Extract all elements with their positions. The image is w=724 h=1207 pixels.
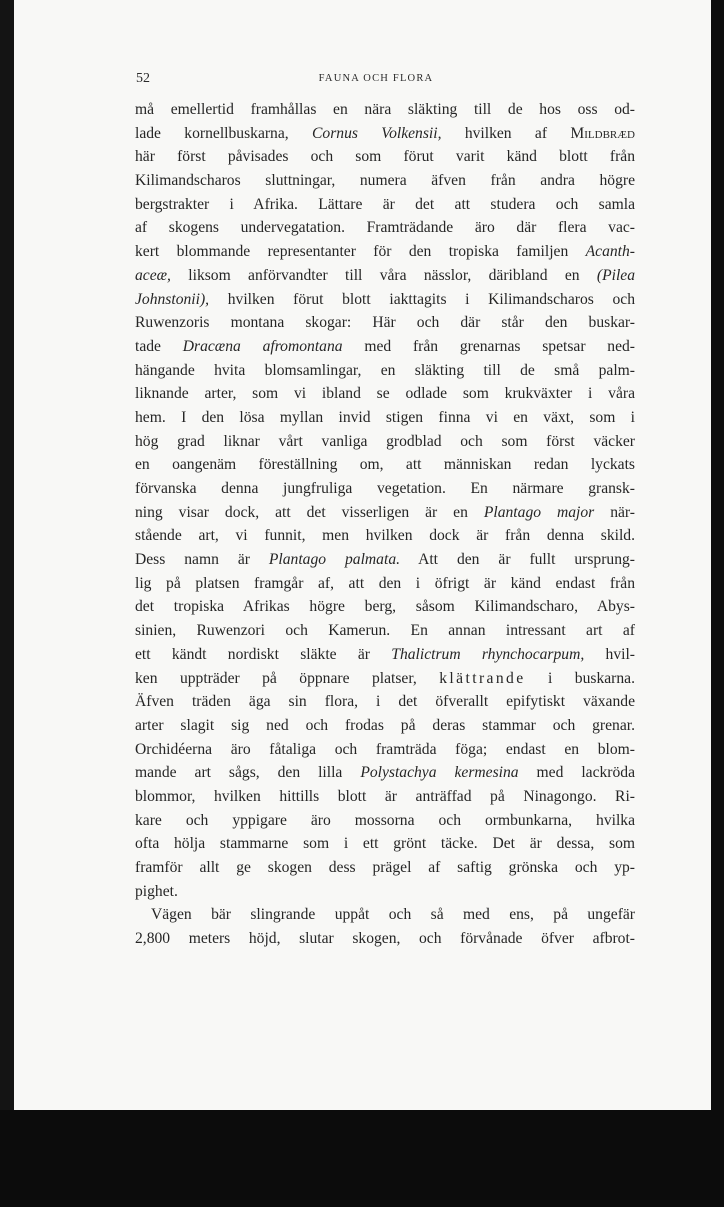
text-segment: hängande hvita blomsamlingar, en släkting till de små palm-	[135, 361, 635, 379]
italic-taxon-name: Cornus Volkensii,	[312, 124, 442, 142]
small-caps-author: Mildbræd	[570, 124, 635, 142]
scan-edge-bottom	[0, 1110, 724, 1207]
italic-taxon-name: Thalictrum rhynchocarpum,	[391, 645, 585, 663]
text-line	[135, 477, 635, 501]
text-line	[135, 761, 635, 785]
text-segment: i buskarna.	[525, 669, 635, 687]
text-line	[135, 453, 635, 477]
text-line	[135, 690, 635, 714]
running-head: FAUNA OCH FLORA	[318, 73, 434, 84]
text-segment: här först påvisades och som förut varit känd blott från	[135, 148, 635, 166]
text-segment: ning visar dock, att det visserligen är en	[135, 503, 484, 521]
text-segment: ett kändt nordiskt släkte är	[135, 645, 392, 663]
spaced-emphasis: klättrande	[439, 669, 526, 687]
scan-edge-right	[711, 0, 724, 1207]
italic-taxon-name: Acanth-	[585, 243, 635, 261]
text-line	[135, 335, 635, 359]
text-segment: Ruwenzoris montana skogar: Här och där står den buskar-	[135, 314, 635, 332]
italic-taxon-name: Plantago major	[483, 503, 595, 521]
italic-taxon-name: Polystachya kermesina	[360, 764, 519, 782]
text-segment: 2,800 meters höjd, slutar skogen, och förvånade öfver afbrot-	[135, 930, 635, 948]
body-text	[135, 98, 635, 951]
text-segment: förvanska denna jungfruliga vegetation. En närmare gransk-	[135, 480, 635, 497]
italic-taxon-name: (Pilea	[596, 266, 635, 284]
text-segment: Orchidéerna äro fåtaliga och framträda föga; endast en blom-	[135, 740, 635, 758]
text-segment: pighet.	[135, 882, 178, 900]
text-segment: en oangenäm föreställning om, att människan redan lyckats	[135, 456, 635, 474]
text-segment: må emellertid framhållas en nära släkting till de hos oss od-	[135, 101, 635, 118]
text-line	[135, 809, 635, 833]
text-line	[135, 288, 635, 312]
text-segment: liknande arter, som vi ibland se odlade som krukväxter i våra	[135, 385, 635, 403]
text-line	[135, 311, 635, 335]
text-segment: hem. I den lösa myllan invid stigen finna vi en växt, som i	[135, 408, 635, 426]
page-number: 52	[136, 71, 150, 86]
text-line	[135, 714, 635, 738]
text-line	[135, 501, 635, 525]
text-segment: stående art, vi funnit, men hvilken dock är från denna skild.	[135, 527, 635, 545]
text-line	[135, 264, 635, 288]
text-line	[135, 927, 635, 951]
text-line	[135, 382, 635, 406]
text-line	[135, 193, 635, 217]
text-line	[135, 169, 635, 193]
text-segment: af skogens undervegatation. Framträdande äro där flera vac-	[135, 219, 635, 237]
text-line	[135, 572, 635, 596]
text-segment: bergstrakter i Afrika. Lättare är det att studera och samla	[135, 195, 635, 213]
text-line	[135, 903, 635, 927]
text-line	[135, 406, 635, 430]
text-segment: lig på platsen framgår af, att den i öfrigt är känd endast från	[135, 574, 635, 592]
text-line	[135, 122, 635, 146]
text-segment: sinien, Ruwenzori och Kamerun. En annan intressant art af	[135, 622, 635, 640]
text-segment: när-	[594, 503, 635, 521]
text-line	[135, 880, 635, 904]
text-line	[135, 548, 635, 572]
text-segment: arter slagit sig ned och frodas på deras stammar och grenar.	[135, 716, 635, 734]
text-line	[135, 240, 635, 264]
text-segment: hvil-	[584, 645, 635, 663]
text-line	[135, 643, 635, 667]
text-segment: framför allt ge skogen dess prägel af saftig grönska och yp-	[135, 859, 635, 876]
text-line	[135, 738, 635, 762]
text-line	[135, 595, 635, 619]
text-segment: med lackröda	[518, 764, 636, 782]
italic-taxon-name: Plantago palmata.	[268, 551, 401, 569]
text-segment: tade	[135, 337, 183, 355]
text-segment: hvilken förut blott iakttagits i Kilimandscharos och	[209, 290, 635, 308]
text-segment: Vägen bär slingrande uppåt och så med ens, på ungefär	[151, 906, 635, 924]
text-segment: hvilken af	[441, 124, 571, 142]
text-segment: hög grad liknar vårt vanliga grodblad och som först väcker	[135, 432, 635, 450]
text-segment: liksom anförvandter till våra nässlor, däribland en	[170, 266, 597, 284]
text-segment: det tropiska Afrikas högre berg, såsom Kilimandscharo, Abys-	[135, 598, 635, 616]
text-line	[135, 98, 635, 122]
text-line	[135, 430, 635, 454]
text-segment: kare och yppigare äro mossorna och ormbunkarna, hvilka	[135, 811, 635, 829]
text-segment: Kilimandscharos sluttningar, numera äfven från andra högre	[135, 172, 635, 190]
text-line	[135, 145, 635, 169]
italic-taxon-name: Dracæna afromontana	[182, 337, 343, 355]
text-segment: med från grenarnas spetsar ned-	[342, 337, 635, 355]
text-line	[135, 216, 635, 240]
text-line	[135, 856, 635, 880]
page-header	[14, 71, 711, 89]
text-segment: ken uppträder på öppnare platser,	[135, 669, 440, 687]
text-segment: kert blommande representanter för den tropiska familjen	[135, 243, 586, 261]
text-line	[135, 359, 635, 383]
italic-taxon-name: Johnstonii),	[135, 290, 210, 308]
text-segment: lade kornellbuskarna,	[135, 124, 313, 142]
text-segment: Äfven träden äga sin flora, i det öfverallt epifytiskt växande	[135, 693, 635, 711]
text-line	[135, 785, 635, 809]
text-segment: blommor, hvilken hittills blott är anträffad på Ninagongo. Ri-	[135, 787, 635, 805]
text-line	[135, 667, 635, 691]
text-segment: mande art sågs, den lilla	[135, 764, 361, 782]
text-segment: Att den är fullt ursprung-	[400, 551, 635, 569]
text-line	[135, 524, 635, 548]
book-page	[14, 0, 711, 1110]
text-segment: ofta hölja stammarne som i ett grönt täcke. Det är dessa, som	[135, 835, 635, 853]
text-segment: Dess namn är	[135, 551, 269, 569]
text-line	[135, 619, 635, 643]
text-line	[135, 832, 635, 856]
italic-taxon-name: aceæ,	[135, 266, 171, 284]
